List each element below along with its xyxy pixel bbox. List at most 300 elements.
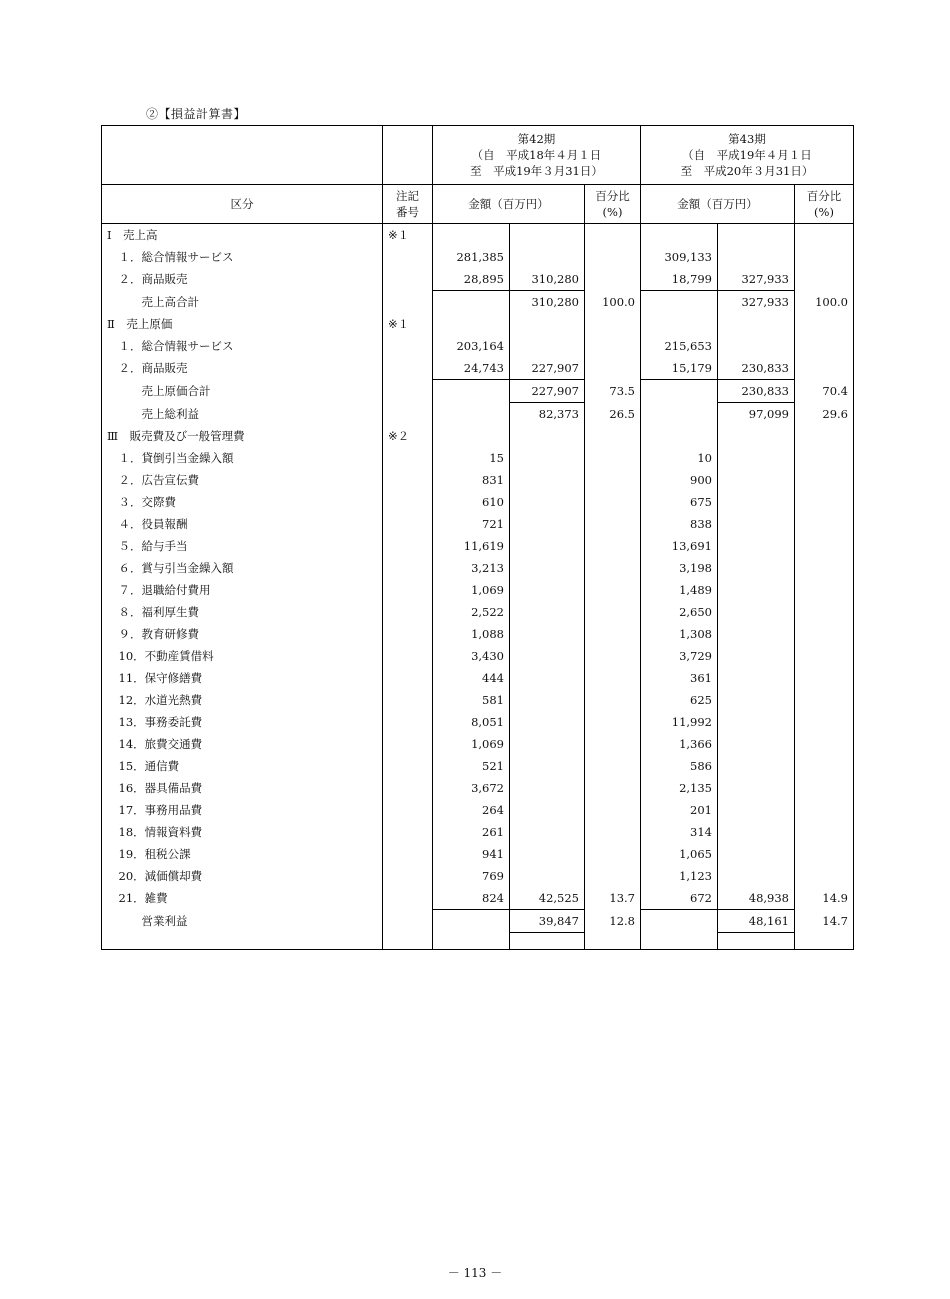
percent-43	[795, 645, 854, 667]
subtotal-43	[718, 425, 795, 447]
table-row	[102, 403, 854, 426]
percent-42	[585, 513, 641, 535]
amount-42	[433, 313, 510, 335]
subtotal-43: 327,933	[718, 268, 795, 291]
subtotal-43	[718, 843, 795, 865]
period-43-to: 至 平成20年３月31日）	[680, 164, 814, 178]
percent-43	[795, 313, 854, 335]
subtotal-42	[510, 645, 585, 667]
percent-43	[795, 755, 854, 777]
amount-43: 672	[641, 887, 718, 910]
amount-42: 1,069	[433, 733, 510, 755]
amount-43	[641, 403, 718, 426]
percent-43	[795, 777, 854, 799]
subtotal-42	[510, 777, 585, 799]
note-cell: ※１	[383, 224, 433, 247]
table-row	[102, 535, 854, 557]
note-cell	[383, 579, 433, 601]
percent-43	[795, 513, 854, 535]
percent-43	[795, 535, 854, 557]
row-label: ４．役員報酬	[102, 513, 383, 535]
amount-43: 309,133	[641, 246, 718, 268]
amount-43: 215,653	[641, 335, 718, 357]
period-43-label: 第43期	[728, 132, 766, 146]
note-cell	[383, 645, 433, 667]
subtotal-42	[510, 667, 585, 689]
amount-43: 3,198	[641, 557, 718, 579]
subtotal-42: 82,373	[510, 403, 585, 426]
amount-43	[641, 380, 718, 403]
amount-42: 581	[433, 689, 510, 711]
row-label: 売上高合計	[102, 291, 383, 314]
row-label: ２．商品販売	[102, 268, 383, 291]
page-number: － 113 －	[447, 1266, 503, 1280]
subtotal-42	[510, 689, 585, 711]
amount-42: 1,069	[433, 579, 510, 601]
amount-42: 831	[433, 469, 510, 491]
period-43-header	[641, 126, 854, 185]
amount-43: 11,992	[641, 711, 718, 733]
percent-header-43: 百分比 (%)	[795, 185, 854, 224]
amount-42: 261	[433, 821, 510, 843]
amount-42: 281,385	[433, 246, 510, 268]
subtotal-42	[510, 755, 585, 777]
row-label: Ⅱ 売上原価	[102, 313, 383, 335]
amount-43: 1,366	[641, 733, 718, 755]
note-cell	[383, 469, 433, 491]
amount-43: 201	[641, 799, 718, 821]
percent-42	[585, 557, 641, 579]
percent-42	[585, 535, 641, 557]
percent-42	[585, 689, 641, 711]
row-label: 12．水道光熱費	[102, 689, 383, 711]
period-42-to: 至 平成19年３月31日）	[470, 164, 603, 178]
note-cell	[383, 491, 433, 513]
percent-42	[585, 246, 641, 268]
row-label: ２．広告宣伝費	[102, 469, 383, 491]
amount-42: 3,672	[433, 777, 510, 799]
amount-43: 2,135	[641, 777, 718, 799]
amount-42	[433, 403, 510, 426]
table-row	[102, 224, 854, 247]
percent-42: 73.5	[585, 380, 641, 403]
amount-43: 18,799	[641, 268, 718, 291]
amount-42: 721	[433, 513, 510, 535]
table-row	[102, 910, 854, 933]
subtotal-42	[510, 469, 585, 491]
subtotal-43	[718, 777, 795, 799]
percent-43	[795, 865, 854, 887]
blank-cell	[102, 933, 383, 950]
subtotal-42	[510, 601, 585, 623]
amount-43: 15,179	[641, 357, 718, 380]
subtotal-42: 310,280	[510, 268, 585, 291]
subtotal-43	[718, 711, 795, 733]
table-row	[102, 579, 854, 601]
subtotal-42	[510, 535, 585, 557]
table-row	[102, 491, 854, 513]
percent-42	[585, 821, 641, 843]
subtotal-43	[718, 491, 795, 513]
amount-42: 769	[433, 865, 510, 887]
percent-43: 100.0	[795, 291, 854, 314]
subtotal-43	[718, 799, 795, 821]
blank-cell	[795, 933, 854, 950]
note-cell	[383, 887, 433, 910]
subtotal-42	[510, 335, 585, 357]
percent-43: 70.4	[795, 380, 854, 403]
table-row	[102, 513, 854, 535]
note-cell	[383, 447, 433, 469]
subtotal-42	[510, 246, 585, 268]
table-row	[102, 380, 854, 403]
percent-42	[585, 335, 641, 357]
subtotal-42	[510, 513, 585, 535]
row-label: １．総合情報サービス	[102, 246, 383, 268]
subtotal-43	[718, 513, 795, 535]
subtotal-43	[718, 645, 795, 667]
percent-42	[585, 843, 641, 865]
table-row	[102, 843, 854, 865]
percent-43	[795, 447, 854, 469]
percent-43	[795, 491, 854, 513]
percent-42	[585, 865, 641, 887]
note-number-header: 注記 番号	[383, 185, 433, 224]
row-label: 売上原価合計	[102, 380, 383, 403]
category-header: 区分	[102, 185, 383, 224]
percent-42	[585, 777, 641, 799]
note-cell	[383, 380, 433, 403]
subtotal-42	[510, 843, 585, 865]
percent-42	[585, 623, 641, 645]
row-label: ５．給与手当	[102, 535, 383, 557]
percent-43	[795, 579, 854, 601]
amount-43: 3,729	[641, 645, 718, 667]
amount-43: 900	[641, 469, 718, 491]
amount-42: 3,213	[433, 557, 510, 579]
amount-42: 15	[433, 447, 510, 469]
percent-42	[585, 733, 641, 755]
subtotal-43: 48,161	[718, 910, 795, 933]
table-row	[102, 268, 854, 291]
table-row	[102, 246, 854, 268]
percent-42	[585, 601, 641, 623]
subtotal-42: 39,847	[510, 910, 585, 933]
note-cell	[383, 535, 433, 557]
percent-43	[795, 268, 854, 291]
amount-42: 24,743	[433, 357, 510, 380]
subtotal-42	[510, 224, 585, 247]
statement-body	[102, 224, 854, 950]
amount-42: 2,522	[433, 601, 510, 623]
table-row	[102, 733, 854, 755]
subtotal-43: 327,933	[718, 291, 795, 314]
amount-43: 1,489	[641, 579, 718, 601]
percent-43	[795, 623, 854, 645]
percent-43: 14.7	[795, 910, 854, 933]
subtotal-43	[718, 865, 795, 887]
row-label: 21．雑費	[102, 887, 383, 910]
subtotal-42	[510, 425, 585, 447]
row-label: ８．福利厚生費	[102, 601, 383, 623]
amount-43: 1,308	[641, 623, 718, 645]
subtotal-42: 42,525	[510, 887, 585, 910]
note-cell	[383, 689, 433, 711]
amount-43	[641, 291, 718, 314]
note-cell	[383, 799, 433, 821]
percent-42	[585, 799, 641, 821]
table-row	[102, 865, 854, 887]
percent-42	[585, 447, 641, 469]
amount-43: 586	[641, 755, 718, 777]
subtotal-43	[718, 335, 795, 357]
amount-header-42: 金額（百万円）	[433, 185, 585, 224]
amount-42: 264	[433, 799, 510, 821]
subtotal-43	[718, 313, 795, 335]
amount-42: 203,164	[433, 335, 510, 357]
percent-42	[585, 645, 641, 667]
percent-43	[795, 425, 854, 447]
percent-43	[795, 689, 854, 711]
percent-43	[795, 469, 854, 491]
note-cell	[383, 711, 433, 733]
amount-42: 941	[433, 843, 510, 865]
percent-42	[585, 313, 641, 335]
amount-43: 13,691	[641, 535, 718, 557]
percent-42	[585, 469, 641, 491]
percent-42: 12.8	[585, 910, 641, 933]
note-cell	[383, 246, 433, 268]
percent-42: 26.5	[585, 403, 641, 426]
row-label: 14．旅費交通費	[102, 733, 383, 755]
table-row	[102, 799, 854, 821]
row-label: 17．事務用品費	[102, 799, 383, 821]
table-row	[102, 469, 854, 491]
amount-42: 824	[433, 887, 510, 910]
subtotal-43	[718, 469, 795, 491]
note-cell	[383, 667, 433, 689]
percent-header-42: 百分比 (%)	[585, 185, 641, 224]
row-label: ６．賞与引当金繰入額	[102, 557, 383, 579]
percent-42	[585, 357, 641, 380]
table-row	[102, 821, 854, 843]
amount-43: 2,650	[641, 601, 718, 623]
table-row	[102, 777, 854, 799]
subtotal-43	[718, 246, 795, 268]
percent-42: 13.7	[585, 887, 641, 910]
subtotal-42	[510, 557, 585, 579]
row-label: 営業利益	[102, 910, 383, 933]
blank-cell	[383, 933, 433, 950]
percent-43	[795, 733, 854, 755]
amount-42: 521	[433, 755, 510, 777]
percent-43	[795, 246, 854, 268]
table-row	[102, 425, 854, 447]
note-cell: ※１	[383, 313, 433, 335]
table-row	[102, 335, 854, 357]
percent-42	[585, 667, 641, 689]
row-label: Ⅲ 販売費及び一般管理費	[102, 425, 383, 447]
blank-cell	[433, 933, 510, 950]
subtotal-43	[718, 623, 795, 645]
amount-43: 314	[641, 821, 718, 843]
income-statement-table	[101, 125, 854, 950]
amount-42: 11,619	[433, 535, 510, 557]
percent-42	[585, 268, 641, 291]
subtotal-42: 310,280	[510, 291, 585, 314]
percent-43	[795, 667, 854, 689]
amount-43	[641, 224, 718, 247]
blank-cell	[585, 933, 641, 950]
row-label: １．総合情報サービス	[102, 335, 383, 357]
note-cell	[383, 335, 433, 357]
percent-42	[585, 224, 641, 247]
subtotal-43: 48,938	[718, 887, 795, 910]
amount-43	[641, 313, 718, 335]
amount-42: 444	[433, 667, 510, 689]
percent-42	[585, 425, 641, 447]
period-42-from: （自 平成18年４月１日	[471, 148, 602, 162]
row-label: ７．退職給付費用	[102, 579, 383, 601]
table-row	[102, 623, 854, 645]
table-row	[102, 667, 854, 689]
subtotal-43	[718, 447, 795, 469]
amount-42: 3,430	[433, 645, 510, 667]
table-row	[102, 601, 854, 623]
percent-43	[795, 357, 854, 380]
subtotal-43	[718, 821, 795, 843]
note-cell	[383, 623, 433, 645]
amount-43: 1,065	[641, 843, 718, 865]
note-cell	[383, 268, 433, 291]
note-cell	[383, 821, 433, 843]
period-42-label: 第42期	[517, 132, 556, 146]
table-row	[102, 357, 854, 380]
amount-42: 1,088	[433, 623, 510, 645]
note-cell	[383, 291, 433, 314]
table-row	[102, 711, 854, 733]
subtotal-42	[510, 313, 585, 335]
row-label: 19．租税公課	[102, 843, 383, 865]
amount-43: 1,123	[641, 865, 718, 887]
amount-43: 361	[641, 667, 718, 689]
subtotal-42	[510, 447, 585, 469]
percent-42	[585, 755, 641, 777]
note-cell	[383, 601, 433, 623]
note-cell	[383, 557, 433, 579]
table-row	[102, 557, 854, 579]
table-row	[102, 313, 854, 335]
subtotal-42	[510, 733, 585, 755]
amount-43: 838	[641, 513, 718, 535]
amount-42: 8,051	[433, 711, 510, 733]
subtotal-43	[718, 689, 795, 711]
row-label: 15．通信費	[102, 755, 383, 777]
subtotal-42	[510, 821, 585, 843]
row-label: 売上総利益	[102, 403, 383, 426]
percent-42: 100.0	[585, 291, 641, 314]
percent-43	[795, 821, 854, 843]
blank-header-cell	[383, 126, 433, 185]
subtotal-43	[718, 667, 795, 689]
row-label: ３．交際費	[102, 491, 383, 513]
amount-42: 28,895	[433, 268, 510, 291]
row-label: 11．保守修繕費	[102, 667, 383, 689]
note-cell	[383, 777, 433, 799]
amount-42	[433, 291, 510, 314]
table-row	[102, 645, 854, 667]
percent-43: 29.6	[795, 403, 854, 426]
amount-42	[433, 425, 510, 447]
subtotal-42	[510, 579, 585, 601]
subtotal-43	[718, 601, 795, 623]
percent-43	[795, 335, 854, 357]
period-header-row	[102, 126, 854, 185]
amount-header-43: 金額（百万円）	[641, 185, 795, 224]
subtotal-43	[718, 535, 795, 557]
blank-cell	[510, 933, 585, 950]
percent-42	[585, 491, 641, 513]
amount-42	[433, 910, 510, 933]
subtotal-43: 230,833	[718, 380, 795, 403]
note-cell	[383, 865, 433, 887]
table-row	[102, 447, 854, 469]
note-cell	[383, 843, 433, 865]
note-cell	[383, 910, 433, 933]
row-label: 10．不動産賃借料	[102, 645, 383, 667]
period-42-header	[433, 126, 641, 185]
subtotal-43	[718, 579, 795, 601]
subtotal-42	[510, 799, 585, 821]
note-cell	[383, 513, 433, 535]
subtotal-43	[718, 557, 795, 579]
amount-43: 675	[641, 491, 718, 513]
column-header-row	[102, 185, 854, 224]
table-row	[102, 887, 854, 910]
percent-42	[585, 579, 641, 601]
amount-42	[433, 380, 510, 403]
amount-43	[641, 425, 718, 447]
subtotal-42	[510, 623, 585, 645]
percent-43	[795, 557, 854, 579]
note-cell: ※２	[383, 425, 433, 447]
table-row	[102, 933, 854, 950]
percent-43	[795, 711, 854, 733]
note-cell	[383, 357, 433, 380]
period-43-from: （自 平成19年４月１日	[682, 148, 812, 162]
amount-43: 10	[641, 447, 718, 469]
subtotal-42	[510, 865, 585, 887]
table-row	[102, 689, 854, 711]
subtotal-43	[718, 733, 795, 755]
subtotal-42: 227,907	[510, 357, 585, 380]
table-row	[102, 755, 854, 777]
amount-43: 625	[641, 689, 718, 711]
blank-cell	[641, 933, 718, 950]
percent-43	[795, 799, 854, 821]
statement-title: ②【損益計算書】	[146, 107, 247, 121]
row-label: ２．商品販売	[102, 357, 383, 380]
subtotal-43: 230,833	[718, 357, 795, 380]
row-label: ９．教育研修費	[102, 623, 383, 645]
percent-43: 14.9	[795, 887, 854, 910]
subtotal-43	[718, 224, 795, 247]
amount-42: 610	[433, 491, 510, 513]
note-cell	[383, 755, 433, 777]
row-label: 13．事務委託費	[102, 711, 383, 733]
note-cell	[383, 733, 433, 755]
blank-cell	[718, 933, 795, 950]
